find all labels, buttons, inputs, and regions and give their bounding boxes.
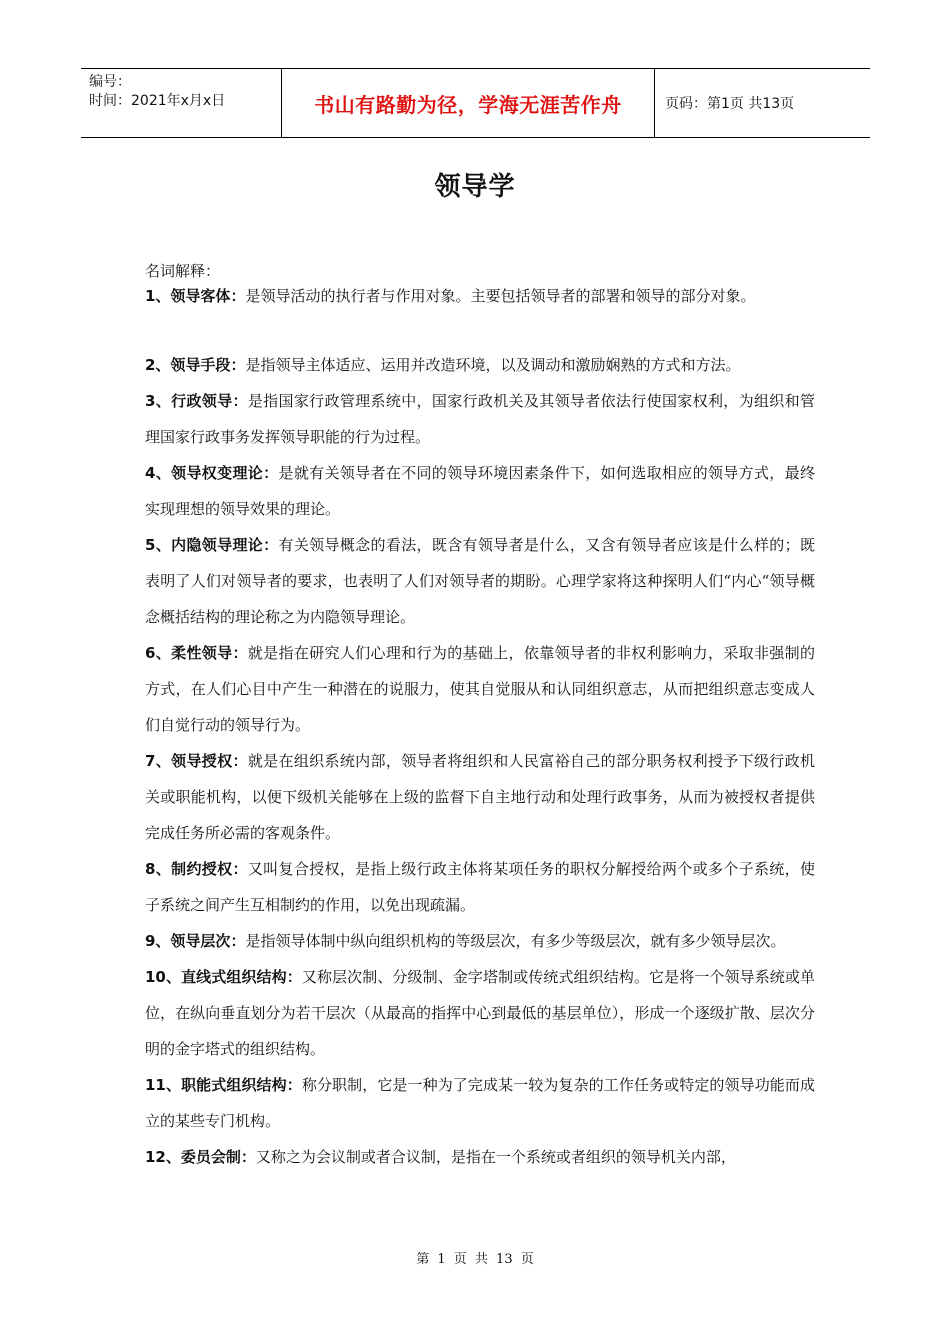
definition-term: 9、领导层次： — [145, 932, 246, 950]
header-meta — [81, 69, 281, 137]
definition-text: 又称之为会议制或者合议制，是指在一个系统或者组织的领导机关内部， — [255, 1148, 736, 1166]
definition-entry — [145, 635, 815, 743]
definition-term: 2、领导手段： — [145, 356, 246, 374]
definition-entry — [145, 527, 815, 635]
document-header — [81, 68, 870, 138]
header-page-cell — [655, 69, 870, 137]
definition-entry — [145, 1139, 815, 1175]
definition-entry — [145, 455, 815, 527]
definition-term: 4、领导权变理论： — [145, 464, 279, 482]
definition-term: 5、内隐领导理论： — [145, 536, 279, 554]
definition-term: 7、领导授权： — [145, 752, 248, 770]
definition-entry — [145, 281, 815, 311]
header-motto: 书山有路勤为径，学海无涯苦作舟 — [314, 92, 622, 117]
definition-text: 又称层次制、分级制、金字塔制或传统式组织结构。它是将一个领导系统或单位，在纵向垂直划分为若干层次（从最高的指挥中心到最低的基层单位），形成一个逐级扩散、层次分明的金字塔式的组织结构。 — [145, 968, 816, 1058]
definition-term: 8、制约授权： — [145, 860, 248, 878]
definition-text: 称分职制，它是一种为了完成某一较为复杂的工作任务或特定的领导功能而成立的某些专门机构。 — [145, 1076, 816, 1130]
definition-text: 是指国家行政管理系统中，国家行政机关及其领导者依法行使国家权利，为组织和管理国家行政事务发挥领导职能的行为过程。 — [145, 392, 815, 446]
document-date-label: 时间：2021年x月x日 — [89, 93, 226, 109]
definition-text: 就是指在研究人们心理和行为的基础上，依靠领导者的非权利影响力，采取非强制的方式，在人们心目中产生一种潜在的说服力，使其自觉服从和认同组织意志，从而把组织意志变成人们自觉行动的领导行为。 — [145, 644, 815, 734]
definition-text: 是领导活动的执行者与作用对象。主要包括领导者的部署和领导的部分对象。 — [245, 287, 756, 305]
definition-text: 是指领导主体适应、运用并改造环境，以及调动和激励娴熟的方式和方法。 — [245, 356, 741, 374]
definition-entry — [145, 743, 815, 851]
definition-term: 1、领导客体： — [145, 287, 246, 305]
definition-term: 11、职能式组织结构： — [145, 1076, 302, 1094]
definition-text: 是就有关领导者在不同的领导环境因素条件下，如何选取相应的领导方式，最终实现理想的领导效果的理论。 — [145, 464, 815, 518]
definition-text: 是指领导体制中纵向组织机构的等级层次，有多少等级层次，就有多少领导层次。 — [245, 932, 786, 950]
definition-term: 10、直线式组织结构： — [145, 968, 302, 986]
definition-term: 12、委员会制： — [145, 1148, 256, 1166]
definition-text: 就是在组织系统内部，领导者将组织和人民富裕自己的部分职务权利授予下级行政机关或职能机构，以便下级机关能够在上级的监督下自主地行动和处理行政事务，从而为被授权者提供完成任务所必需的客观条件。 — [145, 752, 815, 842]
header-motto-cell — [281, 69, 655, 137]
definition-text: 又叫复合授权，是指上级行政主体将某项任务的职权分解授给两个或多个子系统，使子系统之间产生互相制约的作用，以免出现疏漏。 — [145, 860, 815, 914]
page-footer: 第 1 页 共 13 页 — [416, 1252, 534, 1267]
definition-entry — [145, 383, 815, 455]
header-page-number: 页码：第1页 共13页 — [665, 96, 795, 112]
definition-entry — [145, 959, 815, 1067]
definition-entry — [145, 1067, 815, 1139]
definition-text: 有关领导概念的看法，既含有领导者是什么，又含有领导者应该是什么样的；既表明了人们对领导者的要求，也表明了人们对领导者的期盼。心理学家将这种探明人们“内心“领导概念概括结构的理论称之为内隐领导理论。 — [145, 536, 815, 626]
document-body — [145, 261, 815, 1175]
definition-entry — [145, 851, 815, 923]
document-number-label: 编号： — [89, 74, 131, 90]
definition-entry — [145, 923, 815, 959]
definition-term: 3、行政领导： — [145, 392, 248, 410]
definition-entry — [145, 347, 815, 383]
definition-term: 6、柔性领导： — [145, 644, 248, 662]
section-intro: 名词解释： — [145, 262, 221, 280]
document-title: 领导学 — [434, 172, 516, 202]
